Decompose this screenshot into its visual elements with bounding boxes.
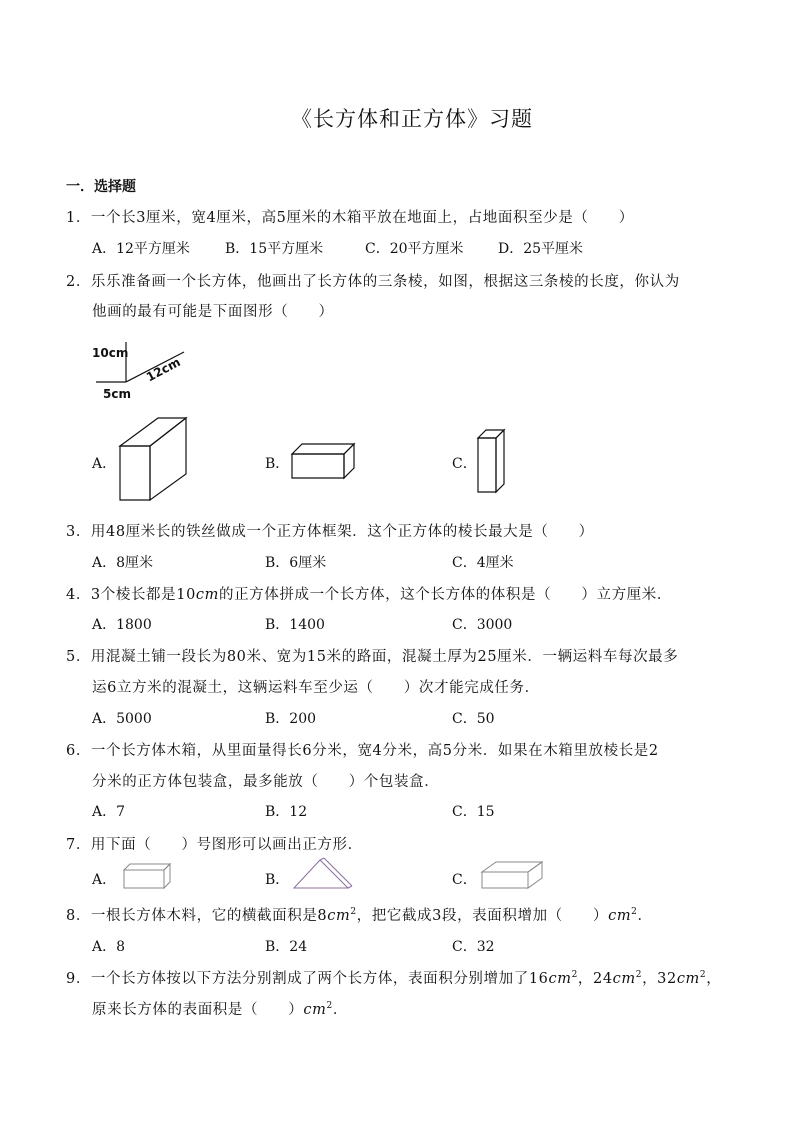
option-c: C．4厘米 (452, 555, 514, 571)
page-title: 《长方体和正方体》习题 (291, 107, 533, 131)
question-9-line-2-text: 原来长方体的表面积是（ ） (92, 1002, 304, 1018)
option-b-triangle-prism (290, 856, 354, 892)
question-9-text-start: 9．一个长方体按以下方法分别割成了两个长方体，表面积分别增加了16 (66, 971, 549, 987)
question-4-text-end: 的正方体拼成一个长方体，这个长方体的体积是（ ）立方厘米． (218, 587, 672, 603)
option-a: A．12平方厘米 (92, 241, 190, 257)
option-c-cuboid (478, 858, 544, 892)
superscript: 2 (635, 970, 643, 981)
option-a: A．8 (92, 939, 126, 955)
unit-cm: cm (612, 971, 636, 987)
edge-label-length: 12cm (144, 354, 183, 385)
option-a: A．5000 (92, 711, 152, 727)
option-a: A．7 (92, 804, 126, 820)
question-8-text-mid: ，把它截成3段，表面积增加（ ） (356, 908, 609, 924)
unit-cm: cm (676, 971, 700, 987)
question-9-punct: ， (706, 971, 722, 987)
cuboid-b (290, 442, 356, 480)
question-4-text-start: 4．3个棱长都是10 (66, 587, 196, 603)
option-c: C．32 (452, 939, 495, 955)
option-a: A．8厘米 (92, 555, 154, 571)
question-9-line-2-end: ． (332, 1002, 348, 1018)
option-b: B．6厘米 (265, 555, 327, 571)
option-a: A． (92, 872, 117, 888)
superscript: 2 (571, 970, 578, 981)
option-b: B．15平方厘米 (225, 241, 324, 257)
option-b: B．1400 (265, 617, 325, 633)
option-c: C．20平方厘米 (365, 241, 464, 257)
question-9-line-2 (92, 998, 348, 1019)
option-b: B．12 (265, 804, 308, 820)
question-5-line-1: 5．用混凝土铺一段长为80米、宽为15米的路面，混凝土厚为25厘米．一辆运料车每次最多 (66, 649, 679, 665)
question-3: 3．用48厘米长的铁丝做成一个正方体框架．这个正方体的棱长最大是（ ） (66, 524, 594, 540)
option-c: C．50 (452, 711, 495, 727)
option-c: C．3000 (452, 617, 513, 633)
question-6-line-1: 6．一个长方体木箱，从里面量得长6分米，宽4分米，高5分米．如果在木箱里放棱长是2 (66, 743, 659, 759)
unit-cm: cm (327, 908, 351, 924)
question-8 (66, 904, 653, 925)
superscript: 2 (326, 1001, 333, 1012)
question-8-text-start: 8．一根长方体木料，它的横截面积是8 (66, 908, 328, 924)
question-2-line-1: 2．乐乐准备画一个长方体，他画出了长方体的三条棱，如图，根据这三条棱的长度，你认为 (66, 274, 680, 290)
option-b: B． (265, 456, 290, 472)
question-5-line-2: 运6立方米的混凝土，这辆运料车至少运（ ）次才能完成任务． (92, 680, 540, 696)
unit-cm: cm (303, 1002, 327, 1018)
question-4 (66, 583, 672, 604)
cuboid-a (118, 416, 190, 504)
option-c: C．15 (452, 804, 495, 820)
question-9-value: ，24 (577, 971, 613, 987)
unit-cm: cm (548, 971, 572, 987)
option-a: A．1800 (92, 617, 152, 633)
question-9-line-1 (66, 967, 721, 988)
option-b: B． (265, 872, 290, 888)
option-c: C． (452, 872, 477, 888)
superscript: 2 (699, 970, 707, 981)
superscript: 2 (350, 907, 357, 918)
question-6-line-2: 分米的正方体包装盒，最多能放（ ）个包装盒． (92, 774, 440, 790)
question-1: 1．一个长3厘米，宽4厘米，高5厘米的木箱平放在地面上，占地面积至少是（ ） (66, 210, 634, 226)
question-8-text-end: ． (637, 908, 653, 924)
question-2-line-2: 他画的最有可能是下面图形（ ） (92, 304, 334, 320)
option-a: A． (92, 456, 117, 472)
option-d: D．25平厘米 (498, 241, 584, 257)
unit-cm: cm (195, 587, 219, 603)
unit-cm: cm (608, 908, 632, 924)
option-c: C． (452, 456, 477, 472)
edge-label-width: 5cm (103, 387, 131, 401)
edge-label-height: 10cm (92, 346, 129, 360)
option-b: B．200 (265, 711, 317, 727)
cuboid-c (476, 428, 506, 494)
option-b: B．24 (265, 939, 308, 955)
section-heading: 一．选择题 (66, 179, 136, 195)
option-a-cuboid (118, 860, 174, 892)
question-9-value: ，32 (642, 971, 677, 987)
superscript: 2 (631, 907, 638, 918)
question-7: 7．用下面（ ）号图形可以画出正方形． (66, 837, 363, 853)
